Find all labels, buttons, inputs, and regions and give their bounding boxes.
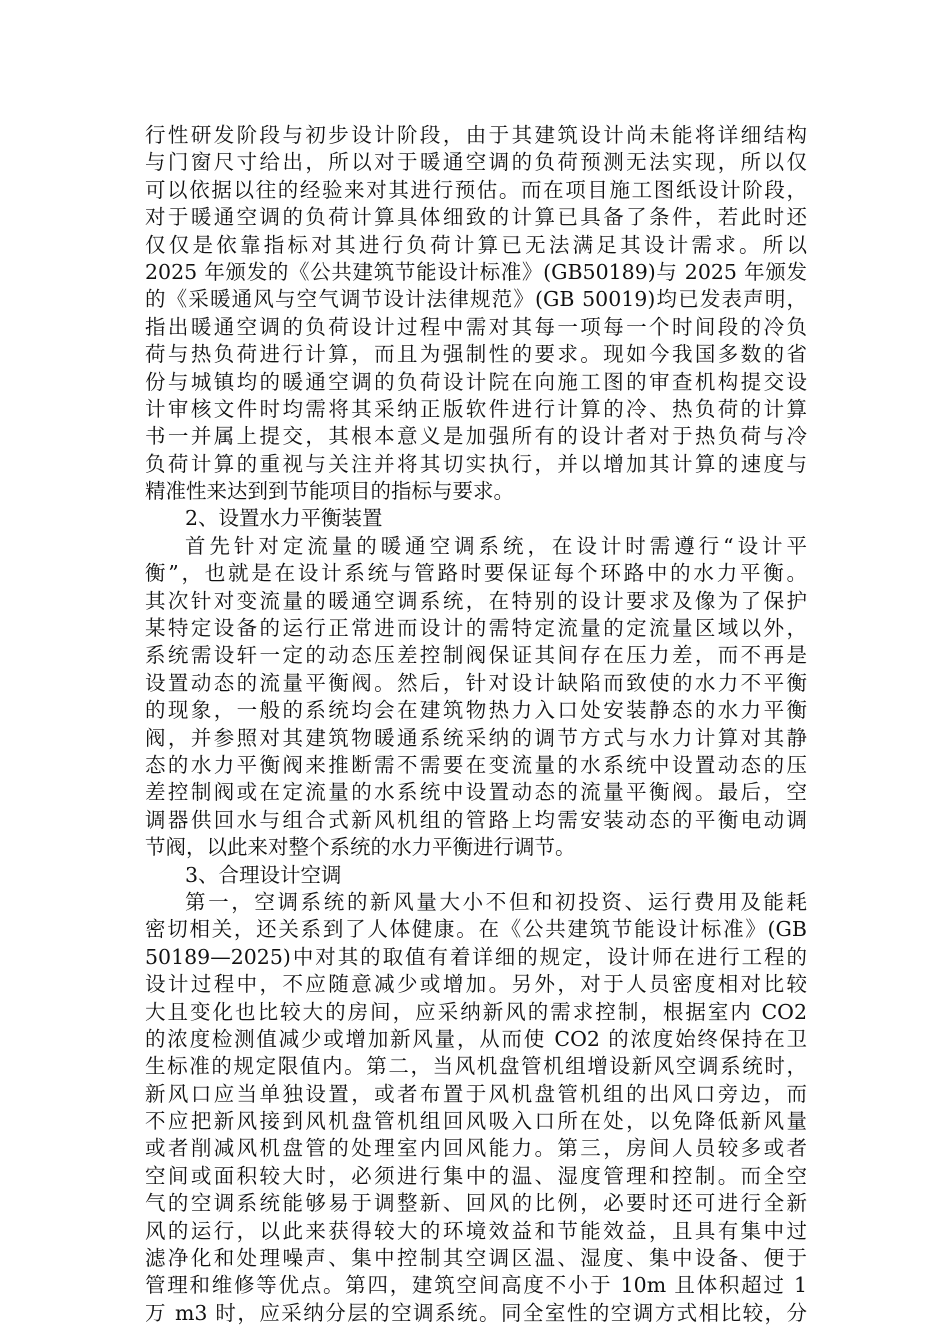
text-line: 第一，空调系统的新风量大小不但和初投资、运行费用及能耗: [185, 889, 807, 914]
text-line: 差控制阀或在定流量的水系统中设置动态的流量平衡阀。最后，空: [145, 780, 807, 805]
text-line: 50189—2025)中对其的取值有着详细的规定，设计师在进行工程的: [145, 944, 807, 969]
text-line: 某特定设备的运行正常进而设计的需特定流量的定流量区域以外，: [145, 616, 807, 641]
text-line: 设置动态的流量平衡阀。然后，针对设计缺陷而致使的水力不平衡: [145, 670, 807, 695]
text-line: 的现象，一般的系统均会在建筑物热力入口处安装静态的水力平衡: [145, 698, 807, 723]
text-line: 与门窗尺寸给出，所以对于暖通空调的负荷预测无法实现，所以仅: [145, 150, 807, 175]
text-line: 万 m3 时，应采纳分层的空调系统。同全室性的空调方式相比较，分: [145, 1300, 807, 1325]
text-line: 的浓度检测值减少或增加新风量，从而使 CO2 的浓度始终保持在卫: [145, 1026, 807, 1051]
text-line: 计审核文件时均需将其采纳正版软件进行计算的冷、热负荷的计算: [145, 396, 807, 421]
text-line: 首先针对定流量的暖通空调系统，在设计时需遵行“设计平: [185, 533, 807, 558]
text-line: 或者削减风机盘管的处理室内回风能力。第三，房间人员较多或者: [145, 1136, 807, 1161]
text-line: 荷与热负荷进行计算，而且为强制性的要求。现如今我国多数的省: [145, 342, 807, 367]
text-line: 可以依据以往的经验来对其进行预估。而在项目施工图纸设计阶段，: [145, 177, 807, 202]
paragraph-hydraulic-balance: [145, 533, 807, 862]
paragraph-load-calculation: [145, 122, 807, 505]
text-line: 其次针对变流量的暖通空调系统，在特别的设计要求及像为了保护: [145, 588, 807, 613]
text-line: 阀，并参照对其建筑物暖通系统采纳的调节方式与水力计算对其静: [145, 725, 807, 750]
text-line: 滤净化和处理噪声、集中控制其空调区温、湿度、集中设备、便于: [145, 1246, 807, 1271]
text-line: 衡”，也就是在设计系统与管路时要保证每个环路中的水力平衡。: [145, 561, 807, 586]
text-line: 指出暖通空调的负荷设计过程中需对其每一项每一个时间段的冷负: [145, 314, 807, 339]
text-line: 气的空调系统能够易于调整新、回风的比例，必要时还可进行全新: [145, 1191, 807, 1216]
text-line: 精准性来达到到节能项目的指标与要求。: [145, 479, 514, 504]
text-line: 密切相关，还关系到了人体健康。在《公共建筑节能设计标准》(GB: [145, 917, 807, 942]
text-line: 风的运行，以此来获得较大的环境效益和节能效益，且具有集中过: [145, 1218, 807, 1243]
text-line: 管理和维修等优点。第四，建筑空间高度不小于 10m 且体积超过 1: [145, 1273, 807, 1298]
text-line: 生标准的规定限值内。第二，当风机盘管机组增设新风空调系统时，: [145, 1054, 807, 1079]
paragraph-air-conditioning-design: [145, 889, 807, 1327]
text-line: 大且变化也比较大的房间，应采纳新风的需求控制，根据室内 CO2: [145, 999, 807, 1024]
document-page: [145, 122, 807, 1327]
text-line: 2025 年颁发的《公共建筑节能设计标准》(GB50189)与 2025 年颁发: [145, 259, 807, 284]
text-line: 系统需设轩一定的动态压差控制阀保证其间存在压力差，而不再是: [145, 643, 807, 668]
text-line: 书一并属上提交，其根本意义是加强所有的设计者对于热负荷与冷: [145, 424, 807, 449]
text-line: 不应把新风接到风机盘管机组回风吸入口所在处，以免降低新风量: [145, 1109, 807, 1134]
text-line: 份与城镇均的暖通空调的负荷设计院在向施工图的审查机构提交设: [145, 369, 807, 394]
text-line: 空间或面积较大时，必须进行集中的温、湿度管理和控制。而全空: [145, 1163, 807, 1188]
text-line: 态的水力平衡阀来推断需不需要在变流量的水系统中设置动态的压: [145, 752, 807, 777]
text-line: 负荷计算的重视与关注并将其切实执行，并以增加其计算的速度与: [145, 451, 807, 476]
text-line: 行性研发阶段与初步设计阶段，由于其建筑设计尚未能将详细结构: [145, 123, 807, 147]
text-line: 调器供回水与组合式新风机组的管路上均需安装动态的平衡电动调: [145, 807, 807, 832]
section-heading-hydraulic-balance: 2、设置水力平衡装置: [185, 506, 383, 531]
text-line: 对于暖通空调的负荷计算具体细致的计算已具备了条件，若此时还: [145, 205, 807, 230]
text-line: 设计过程中，不应随意减少或增加。另外，对于人员密度相对比较: [145, 972, 807, 997]
text-line: 节阀，以此来对整个系统的水力平衡进行调节。: [145, 835, 576, 860]
text-line: 的《采暖通风与空气调节设计法律规范》(GB 50019)均已发表声明，: [145, 287, 807, 312]
text-line: 仅仅是依靠指标对其进行负荷计算已无法满足其设计需求。所以: [145, 232, 807, 257]
text-line: 新风口应当单独设置，或者布置于风机盘管机组的出风口旁边，而: [145, 1081, 807, 1106]
section-heading-air-conditioning-design: 3、合理设计空调: [185, 862, 342, 887]
